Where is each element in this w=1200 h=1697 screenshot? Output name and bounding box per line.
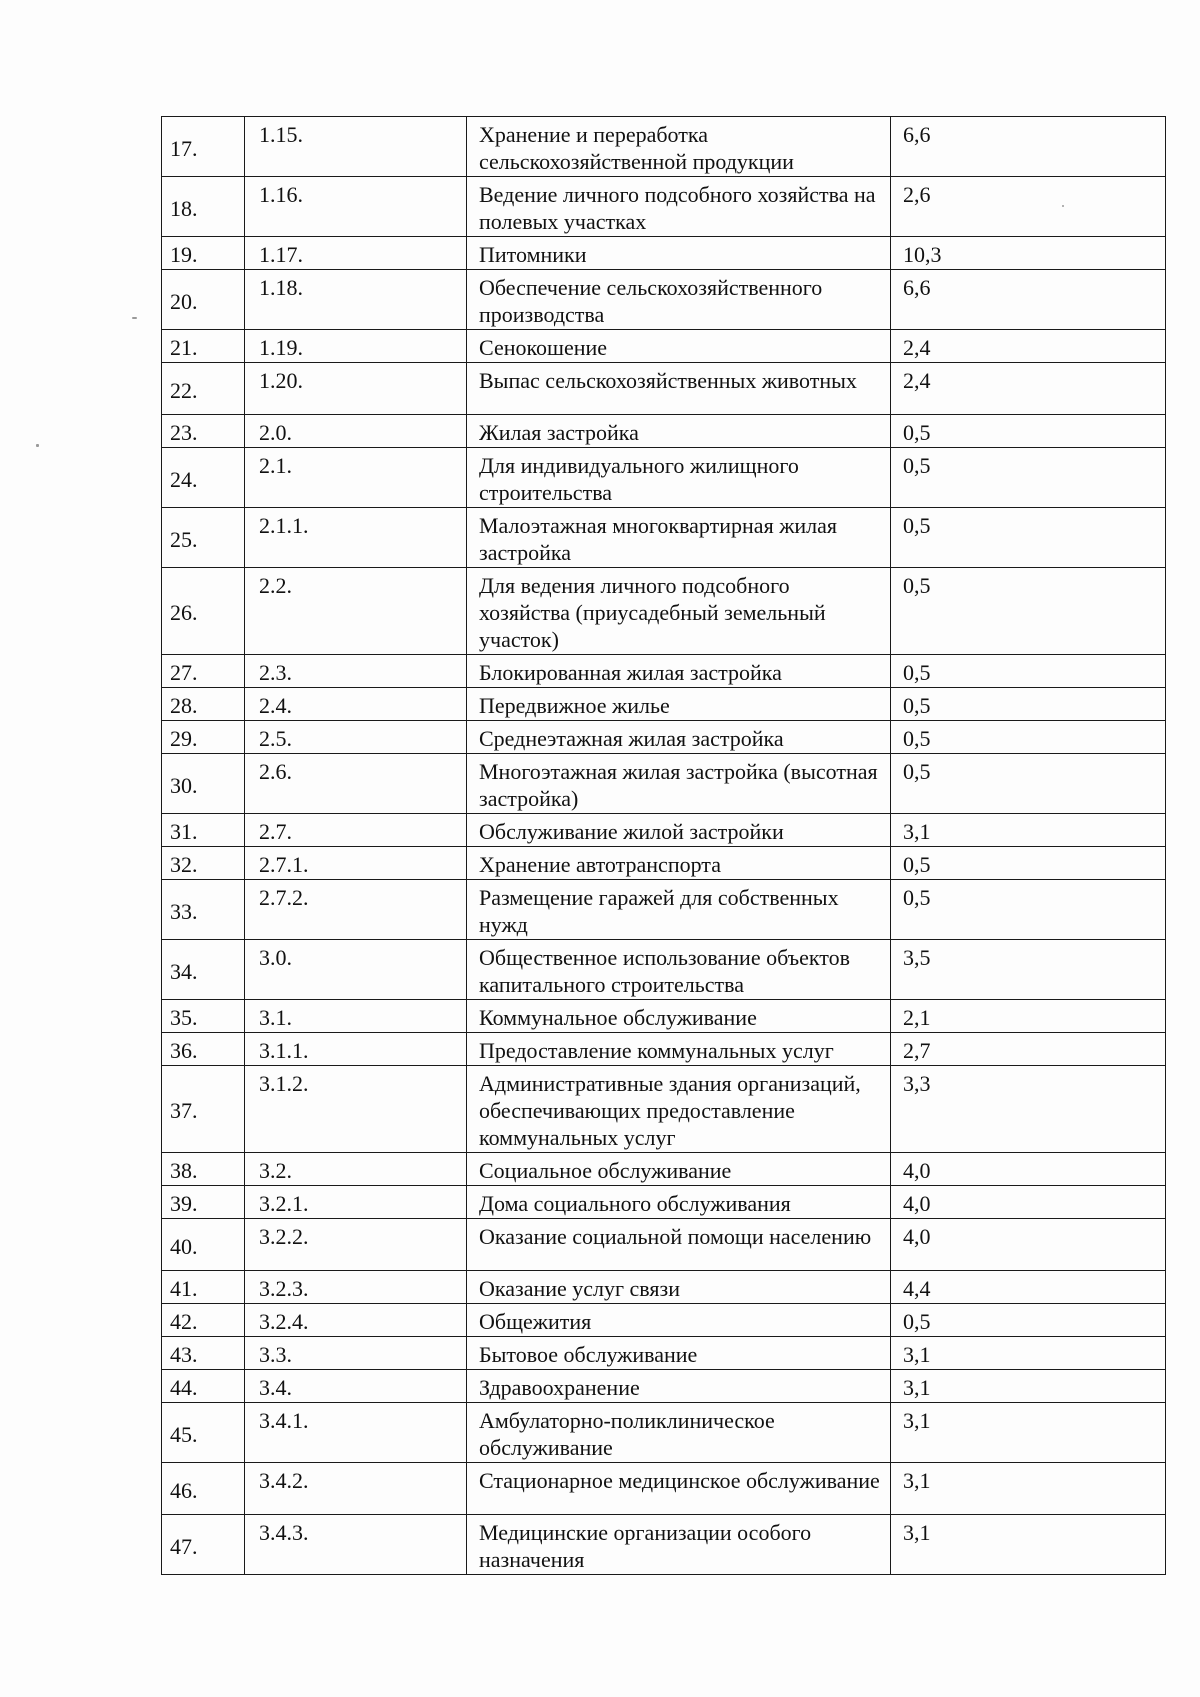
classification-code-cell: 3.1.2. <box>245 1066 467 1153</box>
table-row <box>162 1403 1166 1463</box>
coefficient-value-cell: 2,4 <box>891 363 1166 415</box>
classification-code-cell: 1.16. <box>245 177 467 237</box>
coefficient-value-cell: 10,3 <box>891 237 1166 270</box>
row-number-cell: 25. <box>162 508 245 568</box>
table-row <box>162 330 1166 363</box>
coefficient-value-cell: 0,5 <box>891 754 1166 814</box>
land-use-name-cell: Блокированная жилая застройка <box>467 655 891 688</box>
land-use-name-cell: Сенокошение <box>467 330 891 363</box>
table-row <box>162 655 1166 688</box>
coefficient-value-cell: 0,5 <box>891 1304 1166 1337</box>
classification-code-cell: 3.2.1. <box>245 1186 467 1219</box>
land-use-name-cell: Здравоохранение <box>467 1370 891 1403</box>
table-row <box>162 363 1166 415</box>
land-use-table <box>161 116 1166 1575</box>
coefficient-value-cell: 0,5 <box>891 508 1166 568</box>
land-use-name-cell: Хранение и переработка сельскохозяйственной продукции <box>467 117 891 177</box>
row-number-cell: 17. <box>162 117 245 177</box>
table-row <box>162 237 1166 270</box>
row-number-cell: 32. <box>162 847 245 880</box>
classification-code-cell: 2.0. <box>245 415 467 448</box>
land-use-name-cell: Размещение гаражей для собственных нужд <box>467 880 891 940</box>
land-use-name-cell: Выпас сельскохозяйственных животных <box>467 363 891 415</box>
coefficient-value-cell: 0,5 <box>891 415 1166 448</box>
table-row <box>162 1304 1166 1337</box>
row-number-cell: 18. <box>162 177 245 237</box>
row-number-cell: 29. <box>162 721 245 754</box>
row-number-cell: 30. <box>162 754 245 814</box>
classification-code-cell: 2.2. <box>245 568 467 655</box>
table-row <box>162 1515 1166 1575</box>
table-row <box>162 1370 1166 1403</box>
table-row <box>162 1219 1166 1271</box>
land-use-name-cell: Коммунальное обслуживание <box>467 1000 891 1033</box>
scan-speck <box>132 317 137 319</box>
scan-speck <box>36 444 39 447</box>
table-row <box>162 508 1166 568</box>
land-use-name-cell: Ведение личного подсобного хозяйства на полевых участках <box>467 177 891 237</box>
classification-code-cell: 2.7.1. <box>245 847 467 880</box>
classification-code-cell: 2.4. <box>245 688 467 721</box>
coefficient-value-cell: 3,1 <box>891 1370 1166 1403</box>
coefficient-value-cell: 0,5 <box>891 655 1166 688</box>
coefficient-value-cell: 3,1 <box>891 1337 1166 1370</box>
coefficient-value-cell: 3,5 <box>891 940 1166 1000</box>
land-use-name-cell: Общежития <box>467 1304 891 1337</box>
classification-code-cell: 2.1.1. <box>245 508 467 568</box>
land-use-name-cell: Медицинские организации особого назначения <box>467 1515 891 1575</box>
land-use-name-cell: Для индивидуального жилищного строительства <box>467 448 891 508</box>
classification-code-cell: 3.1. <box>245 1000 467 1033</box>
coefficient-value-cell: 4,4 <box>891 1271 1166 1304</box>
land-use-name-cell: Дома социального обслуживания <box>467 1186 891 1219</box>
coefficient-value-cell: 2,4 <box>891 330 1166 363</box>
coefficient-value-cell: 4,0 <box>891 1153 1166 1186</box>
classification-code-cell: 3.4.3. <box>245 1515 467 1575</box>
classification-code-cell: 3.2.4. <box>245 1304 467 1337</box>
land-use-name-cell: Обслуживание жилой застройки <box>467 814 891 847</box>
coefficient-value-cell: 3,1 <box>891 1463 1166 1515</box>
land-use-name-cell: Социальное обслуживание <box>467 1153 891 1186</box>
classification-code-cell: 1.17. <box>245 237 467 270</box>
row-number-cell: 22. <box>162 363 245 415</box>
row-number-cell: 41. <box>162 1271 245 1304</box>
table-row <box>162 270 1166 330</box>
row-number-cell: 43. <box>162 1337 245 1370</box>
coefficient-value-cell: 4,0 <box>891 1186 1166 1219</box>
coefficient-value-cell: 6,6 <box>891 117 1166 177</box>
row-number-cell: 40. <box>162 1219 245 1271</box>
classification-code-cell: 2.7.2. <box>245 880 467 940</box>
land-use-name-cell: Стационарное медицинское обслуживание <box>467 1463 891 1515</box>
land-use-name-cell: Среднеэтажная жилая застройка <box>467 721 891 754</box>
coefficient-value-cell: 6,6 <box>891 270 1166 330</box>
coefficient-value-cell: 4,0 <box>891 1219 1166 1271</box>
land-use-name-cell: Для ведения личного подсобного хозяйства (приусадебный земельный участок) <box>467 568 891 655</box>
row-number-cell: 36. <box>162 1033 245 1066</box>
row-number-cell: 37. <box>162 1066 245 1153</box>
table-row <box>162 1153 1166 1186</box>
coefficient-value-cell: 2,6 <box>891 177 1166 237</box>
table-row <box>162 847 1166 880</box>
coefficient-value-cell: 0,5 <box>891 568 1166 655</box>
row-number-cell: 31. <box>162 814 245 847</box>
table-body <box>162 117 1166 1575</box>
row-number-cell: 33. <box>162 880 245 940</box>
row-number-cell: 20. <box>162 270 245 330</box>
classification-code-cell: 3.1.1. <box>245 1033 467 1066</box>
land-use-name-cell: Малоэтажная многоквартирная жилая застройка <box>467 508 891 568</box>
classification-code-cell: 3.2. <box>245 1153 467 1186</box>
land-use-name-cell: Бытовое обслуживание <box>467 1337 891 1370</box>
classification-code-cell: 1.18. <box>245 270 467 330</box>
table-row <box>162 448 1166 508</box>
table-row <box>162 688 1166 721</box>
row-number-cell: 23. <box>162 415 245 448</box>
table-row <box>162 1033 1166 1066</box>
land-use-name-cell: Общественное использование объектов капитального строительства <box>467 940 891 1000</box>
row-number-cell: 45. <box>162 1403 245 1463</box>
classification-code-cell: 2.5. <box>245 721 467 754</box>
land-use-name-cell: Обеспечение сельскохозяйственного производства <box>467 270 891 330</box>
land-use-name-cell: Амбулаторно-поликлиническое обслуживание <box>467 1403 891 1463</box>
classification-code-cell: 2.6. <box>245 754 467 814</box>
table-row <box>162 1066 1166 1153</box>
classification-code-cell: 3.4.1. <box>245 1403 467 1463</box>
land-use-name-cell: Оказание услуг связи <box>467 1271 891 1304</box>
table-row <box>162 568 1166 655</box>
table-row <box>162 880 1166 940</box>
coefficient-value-cell: 0,5 <box>891 721 1166 754</box>
table-row <box>162 117 1166 177</box>
land-use-name-cell: Предоставление коммунальных услуг <box>467 1033 891 1066</box>
table-row <box>162 814 1166 847</box>
table-row <box>162 754 1166 814</box>
classification-code-cell: 1.19. <box>245 330 467 363</box>
coefficient-value-cell: 0,5 <box>891 448 1166 508</box>
row-number-cell: 24. <box>162 448 245 508</box>
coefficient-value-cell: 0,5 <box>891 880 1166 940</box>
row-number-cell: 46. <box>162 1463 245 1515</box>
coefficient-value-cell: 0,5 <box>891 847 1166 880</box>
land-use-name-cell: Жилая застройка <box>467 415 891 448</box>
table-row <box>162 1271 1166 1304</box>
coefficient-value-cell: 3,1 <box>891 1515 1166 1575</box>
table-row <box>162 1463 1166 1515</box>
coefficient-value-cell: 0,5 <box>891 688 1166 721</box>
row-number-cell: 21. <box>162 330 245 363</box>
land-use-name-cell: Оказание социальной помощи населению <box>467 1219 891 1271</box>
row-number-cell: 44. <box>162 1370 245 1403</box>
row-number-cell: 38. <box>162 1153 245 1186</box>
classification-code-cell: 2.3. <box>245 655 467 688</box>
table-row <box>162 1000 1166 1033</box>
classification-code-cell: 1.15. <box>245 117 467 177</box>
table-row <box>162 415 1166 448</box>
classification-code-cell: 3.0. <box>245 940 467 1000</box>
classification-code-cell: 2.7. <box>245 814 467 847</box>
table-row <box>162 1337 1166 1370</box>
classification-code-cell: 3.2.3. <box>245 1271 467 1304</box>
row-number-cell: 39. <box>162 1186 245 1219</box>
row-number-cell: 47. <box>162 1515 245 1575</box>
coefficient-value-cell: 3,3 <box>891 1066 1166 1153</box>
classification-code-cell: 2.1. <box>245 448 467 508</box>
classification-code-cell: 1.20. <box>245 363 467 415</box>
row-number-cell: 35. <box>162 1000 245 1033</box>
classification-code-cell: 3.3. <box>245 1337 467 1370</box>
coefficient-value-cell: 3,1 <box>891 1403 1166 1463</box>
row-number-cell: 28. <box>162 688 245 721</box>
land-use-name-cell: Питомники <box>467 237 891 270</box>
row-number-cell: 42. <box>162 1304 245 1337</box>
land-use-name-cell: Передвижное жилье <box>467 688 891 721</box>
row-number-cell: 27. <box>162 655 245 688</box>
coefficient-value-cell: 2,1 <box>891 1000 1166 1033</box>
classification-code-cell: 3.4. <box>245 1370 467 1403</box>
coefficient-value-cell: 2,7 <box>891 1033 1166 1066</box>
row-number-cell: 34. <box>162 940 245 1000</box>
table-row <box>162 177 1166 237</box>
table-row <box>162 1186 1166 1219</box>
row-number-cell: 26. <box>162 568 245 655</box>
land-use-name-cell: Хранение автотранспорта <box>467 847 891 880</box>
row-number-cell: 19. <box>162 237 245 270</box>
coefficient-value-cell: 3,1 <box>891 814 1166 847</box>
table-row <box>162 940 1166 1000</box>
table-row <box>162 721 1166 754</box>
land-use-name-cell: Многоэтажная жилая застройка (высотная застройка) <box>467 754 891 814</box>
classification-code-cell: 3.2.2. <box>245 1219 467 1271</box>
classification-code-cell: 3.4.2. <box>245 1463 467 1515</box>
land-use-name-cell: Административные здания организаций, обеспечивающих предоставление коммунальных услуг <box>467 1066 891 1153</box>
